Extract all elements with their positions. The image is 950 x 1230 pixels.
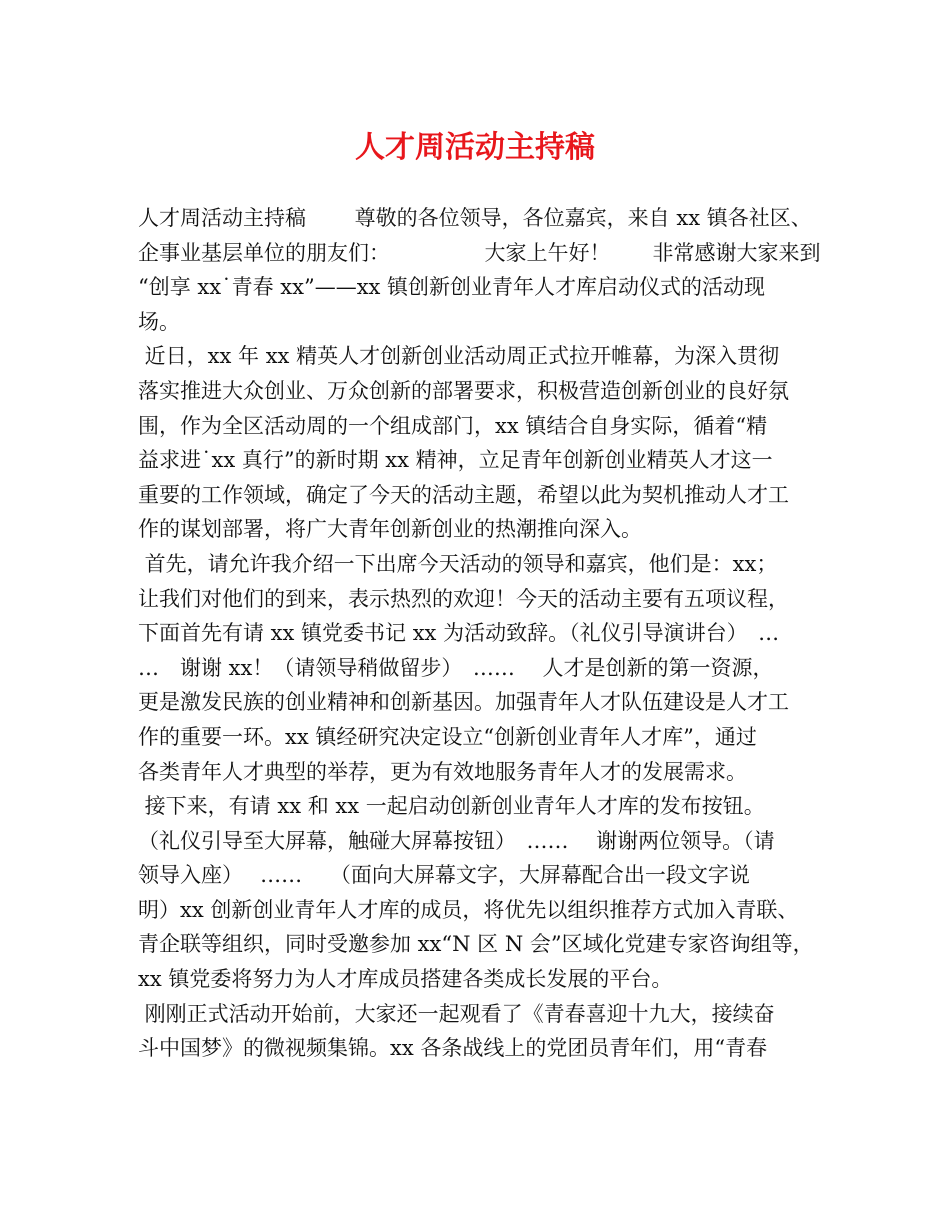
body-line: 青企联等组织，同时受邀参加 xx“N 区 N 会”区域化党建专家咨询组等， [138,932,814,957]
body-line: 让我们对他们的到来，表示热烈的欢迎！今天的活动主要有五项议程， [138,586,789,611]
body-line: 明）xx 创新创业青年人才库的成员，将优先以组织推荐方式加入青联、 [138,897,799,922]
body-line: 斗中国梦》的微视频集锦。xx 各条战线上的党团员青年们，用“青春 [138,1036,768,1061]
body-line: “创享 xx˙青春 xx”——xx 镇创新创业青年人才库启动仪式的活动现 [138,275,766,300]
body-line: 人才周活动主持稿 尊敬的各位领导，各位嘉宾，来自 xx 镇各社区、 [138,206,812,230]
body-line: 接下来，有请 xx 和 xx 一起启动创新创业青年人才库的发布按钮。 [138,794,765,819]
body-line: 刚刚正式活动开始前，大家还一起观看了《青春喜迎十九大，接续奋 [138,1001,775,1026]
body-line: 落实推进大众创业、万众创新的部署要求，积极营造创新创业的良好氛 [138,378,789,403]
body-line: xx 镇党委将努力为人才库成员搭建各类成长发展的平台。 [138,967,673,992]
body-line: 领导入座） …… （面向大屏幕文字，大屏幕配合出一段文字说 [138,863,750,888]
body-line: 益求进˙xx 真行”的新时期 xx 精神，立足青年创新创业精英人才这一 [138,448,773,473]
body-line: 作的谋划部署，将广大青年创新创业的热潮推向深入。 [138,517,642,542]
document-body [138,201,821,1066]
body-line: （礼仪引导至大屏幕，触碰大屏幕按钮） …… 谢谢两位领导。（请 [138,828,775,853]
body-line: … 谢谢 xx！（请领导稍做留步） …… 人才是创新的第一资源， [138,655,774,680]
body-line: 围，作为全区活动周的一个组成部门，xx 镇结合自身实际，循着“精 [138,413,768,438]
body-line: 近日，xx 年 xx 精英人才创新创业活动周正式拉开帷幕，为深入贯彻 [138,344,780,369]
body-line: 作的重要一环。xx 镇经研究决定设立“创新创业青年人才库”，通过 [138,724,757,749]
body-line: 下面首先有请 xx 镇党委书记 xx 为活动致辞。（礼仪引导演讲台） … [138,621,780,646]
body-line: 重要的工作领域，确定了今天的活动主题，希望以此为契机推动人才工 [138,482,789,507]
body-line: 更是激发民族的创业精神和创新基因。加强青年人才队伍建设是人才工 [138,690,789,715]
body-line: 首先，请允许我介绍一下出席今天活动的领导和嘉宾，他们是：xx； [138,551,778,576]
body-line: 各类青年人才典型的举荐，更为有效地服务青年人才的发展需求。 [138,759,747,784]
document-title: 人才周活动主持稿 [355,130,595,165]
body-line: 场。 [138,309,180,334]
body-line: 企事业基层单位的朋友们： 大家上午好！ 非常感谢大家来到 [138,240,821,265]
